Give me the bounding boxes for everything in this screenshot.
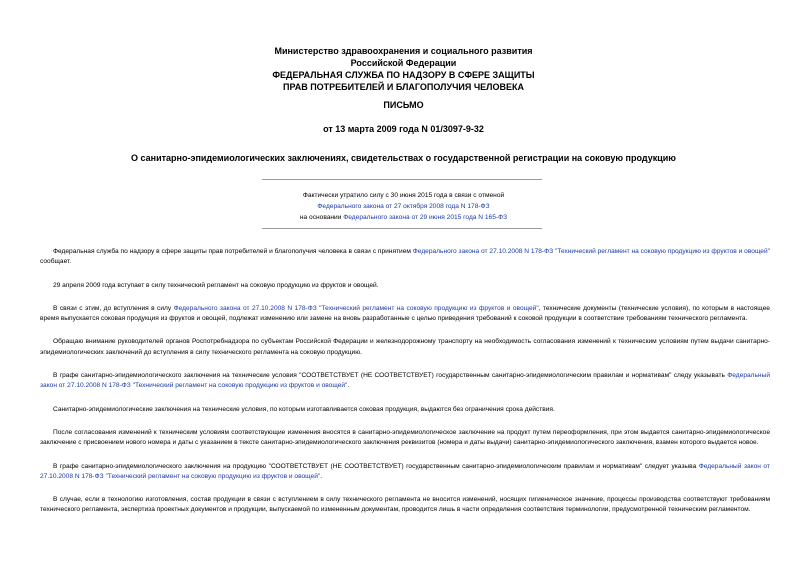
authority-line-1: Министерство здравоохранения и социального развития bbox=[274, 46, 533, 56]
divider-top bbox=[262, 179, 542, 180]
authority-line-4: ПРАВ ПОТРЕБИТЕЛЕЙ И БЛАГОПОЛУЧИЯ ЧЕЛОВЕКА bbox=[283, 82, 524, 92]
paragraph-9: В случае, если в технологию изготовления, состав продукции в связи с вступлением в силу технического регламента не вносится изменений, носящих гигиеническое значение, процессы производства соответствуют требованиям технического регламента, экспертиза проектных документов и продукции, выпускаемой по измененным документам, проводится лишь в части определения соответствия терминологии, предусмотренной техническим регламентом. bbox=[40, 496, 770, 514]
document-date-number: от 13 марта 2009 года N 01/3097-9-32 bbox=[323, 124, 484, 134]
divider-bottom bbox=[262, 228, 542, 229]
paragraph-1: Федеральная служба по надзору в сфере защиты прав потребителей и благополучия человека в связи с принятием Федерального закона от 27.10.2008 N 178-ФЗ "Технический регламент на соковую продукцию из фруктов и овощей" сообщает. bbox=[40, 248, 770, 266]
paragraph-7: После согласования изменений к техническим условиям соответствующие изменения вносятся в санитарно-эпидемиологическое заключение на продукт путем переоформления, при этом выдается санитарно-эпидемиологическое заключение с присвоением нового номера и даты с указанием в тексте санитарно-эпидемиологического заключения реквизитов (номера и даты выдачи) санитарно-эпидемиологического заключения, взамен которого выдается новое. bbox=[40, 428, 770, 447]
authority-line-2: Российской Федерации bbox=[350, 58, 457, 68]
paragraph-6: Санитарно-эпидемиологические заключения на технические условия, по которым изготавливается соковая продукция, выдаются без ограничения срока действия. bbox=[53, 405, 555, 413]
link-law-178[interactable]: Федерального закона от 27.10.2008 N 178-ФЗ "Технический регламент на соковую продукцию из фруктов и овощей" bbox=[412, 248, 770, 255]
letter-body bbox=[40, 247, 770, 529]
document-title: О санитарно-эпидемиологических заключениях, свидетельствах о государственной регистрации на соковую продукцию bbox=[131, 153, 676, 163]
notice-line-1: Фактически утратило силу с 30 июня 2015 года в связи с отменой bbox=[302, 192, 505, 199]
link-law-178[interactable]: Федеральный закон от 27.10.2008 N 178-ФЗ "Технический регламент на соковую продукцию из фруктов и овощей" bbox=[40, 462, 770, 480]
link-law-178[interactable]: Федерального закона от 27.10.2008 N 178-ФЗ "Технический регламент на соковую продукцию из фруктов и овощей" bbox=[173, 304, 539, 312]
paragraph-8: В графе санитарно-эпидемиологического заключения на продукцию "СООТВЕТСТВУЕТ (НЕ СООТВЕТСТВУЕТ) государственным санитарно-эпидемиологическим правилам и нормативам" следует указыва Федеральный закон от 27.10.2008 N 178-ФЗ "Технический регламент на соковую продукцию из фруктов и овощей". bbox=[40, 462, 770, 480]
paragraph-4: Обращаю внимание руководителей органов Роспотребнадзора по субъектам Российской Федерации и железнодорожному транспорту на необходимость согласования изменений к техническим условиям путем выдачи санитарно-эпидемиологических заключений до вступления в силу технического регламента на соковую продукцию. bbox=[40, 338, 770, 356]
issuing-authority bbox=[0, 45, 807, 93]
authority-line-3: ФЕДЕРАЛЬНАЯ СЛУЖБА ПО НАДЗОРУ В СФЕРЕ ЗАЩИТЫ bbox=[272, 70, 535, 80]
paragraph-5: В графе санитарно-эпидемиологического заключения на технические условия "СООТВЕТСТВУЕТ (НЕ СООТВЕТСТВУЕТ) государственным санитарно-эпидемиологическим правилам и нормативам" следу указывать Федеральный закон от 27.10.2008 N 178-ФЗ "Технический регламент на соковую продукцию из фруктов и овощей". bbox=[40, 372, 770, 390]
notice-line-3-prefix: на основании bbox=[299, 214, 344, 221]
notice-link-law-178[interactable]: Федерального закона от 27 октября 2008 года N 178-ФЗ bbox=[317, 203, 490, 210]
notice-link-law-165[interactable]: Федерального закона от 29 июня 2015 года N 165-ФЗ bbox=[343, 214, 508, 221]
paragraph-3: В связи с этим, до вступления в силу Федерального закона от 27.10.2008 N 178-ФЗ "Технический регламент на соковую продукцию из фруктов и овощей", технические документы (технические условия), по которым в настоящее время выпускается соковая продукция из фруктов и овощей, подлежат изменению или замене на вновь разработанные с целью приведения требований к соковой продукции в соответствие требованиям технического регламента. bbox=[40, 304, 770, 323]
paragraph-2: 29 апреля 2009 года вступает в силу технический регламент на соковую продукцию из фруктов и овощей. bbox=[53, 281, 379, 289]
document-type: ПИСЬМО bbox=[383, 100, 424, 110]
link-law-178[interactable]: Федеральный закон от 27.10.2008 N 178-ФЗ "Технический регламент на соковую продукцию из фруктов и овощей" bbox=[40, 372, 770, 390]
validity-notice bbox=[0, 190, 807, 223]
